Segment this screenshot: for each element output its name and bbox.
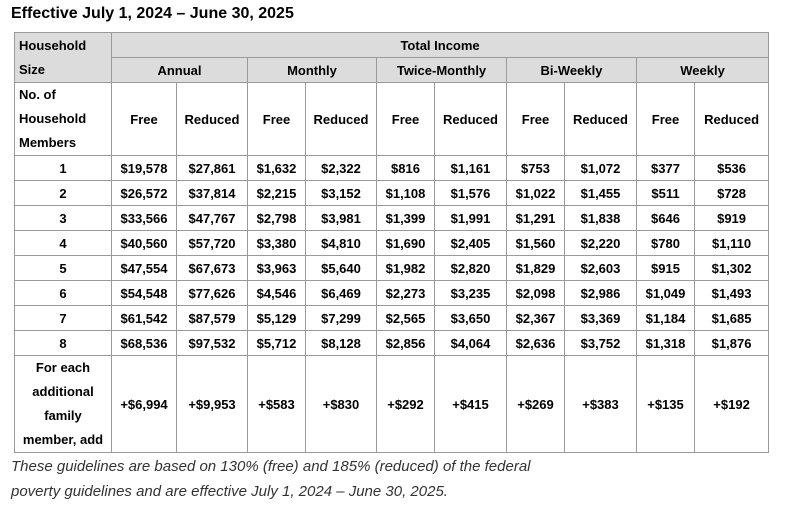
income-cell: $1,072 — [565, 156, 637, 181]
income-cell: $1,685 — [695, 306, 769, 331]
column-header-free: Free — [507, 83, 565, 156]
income-cell: $27,861 — [177, 156, 248, 181]
income-cell: $2,986 — [565, 281, 637, 306]
header-row-columns — [15, 83, 769, 156]
income-cell: $1,838 — [565, 206, 637, 231]
income-cell: $2,098 — [507, 281, 565, 306]
additional-member-row — [15, 356, 769, 453]
income-cell: $780 — [637, 231, 695, 256]
additional-value: +$192 — [695, 356, 769, 453]
income-cell: $5,712 — [248, 331, 306, 356]
period-header-twice-monthly: Twice-Monthly — [377, 58, 507, 83]
footnote-line: These guidelines are based on 130% (free) and 185% (reduced) of the federal — [11, 458, 531, 475]
members-header — [15, 83, 112, 156]
income-cell: $3,369 — [565, 306, 637, 331]
income-cell: $1,108 — [377, 181, 435, 206]
income-cell: $37,814 — [177, 181, 248, 206]
income-cell: $2,636 — [507, 331, 565, 356]
income-cell: $1,302 — [695, 256, 769, 281]
income-cell: $753 — [507, 156, 565, 181]
column-header-free: Free — [112, 83, 177, 156]
income-cell: $1,184 — [637, 306, 695, 331]
column-header-reduced: Reduced — [435, 83, 507, 156]
members-label-line: Household — [19, 111, 87, 126]
income-cell: $68,536 — [112, 331, 177, 356]
income-cell: $1,110 — [695, 231, 769, 256]
column-header-reduced: Reduced — [695, 83, 769, 156]
income-cell: $1,576 — [435, 181, 507, 206]
income-cell: $54,548 — [112, 281, 177, 306]
income-cell: $511 — [637, 181, 695, 206]
table-row — [15, 156, 769, 181]
column-header-free: Free — [377, 83, 435, 156]
column-header-reduced: Reduced — [177, 83, 248, 156]
household-size-cell: 2 — [15, 181, 112, 206]
additional-value: +$269 — [507, 356, 565, 453]
household-size-cell: 7 — [15, 306, 112, 331]
additional-label-line: additional — [32, 384, 94, 399]
income-cell: $536 — [695, 156, 769, 181]
income-cell: $646 — [637, 206, 695, 231]
income-cell: $919 — [695, 206, 769, 231]
additional-label-line: family — [44, 408, 82, 423]
income-cell: $2,322 — [306, 156, 377, 181]
income-cell: $3,235 — [435, 281, 507, 306]
income-cell: $8,128 — [306, 331, 377, 356]
table-row — [15, 281, 769, 306]
table-row — [15, 306, 769, 331]
income-cell: $816 — [377, 156, 435, 181]
additional-value: +$383 — [565, 356, 637, 453]
period-header-monthly: Monthly — [248, 58, 377, 83]
income-cell: $1,455 — [565, 181, 637, 206]
footnote-line: poverty guidelines and are effective July 1, 2024 – June 30, 2025. — [11, 483, 448, 500]
income-cell: $47,554 — [112, 256, 177, 281]
column-header-free: Free — [637, 83, 695, 156]
income-cell: $1,982 — [377, 256, 435, 281]
footnote — [11, 454, 611, 504]
additional-value: +$292 — [377, 356, 435, 453]
header-row-top — [15, 33, 769, 58]
income-cell: $4,810 — [306, 231, 377, 256]
household-size-cell: 3 — [15, 206, 112, 231]
period-header-annual: Annual — [112, 58, 248, 83]
income-cell: $1,829 — [507, 256, 565, 281]
income-cell: $377 — [637, 156, 695, 181]
income-cell: $40,560 — [112, 231, 177, 256]
income-cell: $1,022 — [507, 181, 565, 206]
header-row-periods — [15, 58, 769, 83]
income-cell: $1,049 — [637, 281, 695, 306]
column-header-free: Free — [248, 83, 306, 156]
income-cell: $26,572 — [112, 181, 177, 206]
income-cell: $5,640 — [306, 256, 377, 281]
income-cell: $2,565 — [377, 306, 435, 331]
period-header-weekly: Weekly — [637, 58, 769, 83]
period-header-bi-weekly: Bi-Weekly — [507, 58, 637, 83]
income-cell: $1,161 — [435, 156, 507, 181]
income-cell: $1,560 — [507, 231, 565, 256]
income-cell: $2,820 — [435, 256, 507, 281]
income-cell: $1,399 — [377, 206, 435, 231]
income-cell: $3,981 — [306, 206, 377, 231]
income-cell: $2,798 — [248, 206, 306, 231]
income-eligibility-table — [14, 32, 769, 453]
column-header-reduced: Reduced — [306, 83, 377, 156]
income-cell: $915 — [637, 256, 695, 281]
income-cell: $19,578 — [112, 156, 177, 181]
income-cell: $87,579 — [177, 306, 248, 331]
income-cell: $2,405 — [435, 231, 507, 256]
income-cell: $3,963 — [248, 256, 306, 281]
income-cell: $6,469 — [306, 281, 377, 306]
members-label-line: No. of — [19, 87, 56, 102]
income-cell: $3,380 — [248, 231, 306, 256]
income-cell: $67,673 — [177, 256, 248, 281]
household-size-cell: 8 — [15, 331, 112, 356]
table-row — [15, 331, 769, 356]
income-cell: $97,532 — [177, 331, 248, 356]
income-cell: $1,493 — [695, 281, 769, 306]
income-cell: $1,876 — [695, 331, 769, 356]
members-label-line: Members — [19, 135, 77, 150]
table-row — [15, 231, 769, 256]
income-cell: $7,299 — [306, 306, 377, 331]
table-row — [15, 256, 769, 281]
income-cell: $1,690 — [377, 231, 435, 256]
additional-value: +$135 — [637, 356, 695, 453]
household-size-cell: 5 — [15, 256, 112, 281]
income-cell: $1,291 — [507, 206, 565, 231]
household-size-cell: 6 — [15, 281, 112, 306]
income-cell: $4,064 — [435, 331, 507, 356]
page-title: Effective July 1, 2024 – June 30, 2025 — [11, 5, 294, 22]
total-income-header: Total Income — [112, 33, 769, 58]
income-cell: $77,626 — [177, 281, 248, 306]
household-size-header — [15, 33, 112, 83]
additional-value: +$6,994 — [112, 356, 177, 453]
income-cell: $2,273 — [377, 281, 435, 306]
income-cell: $3,650 — [435, 306, 507, 331]
additional-member-label — [15, 356, 112, 453]
income-cell: $3,752 — [565, 331, 637, 356]
household-size-cell: 1 — [15, 156, 112, 181]
household-size-cell: 4 — [15, 231, 112, 256]
income-cell: $4,546 — [248, 281, 306, 306]
income-cell: $2,220 — [565, 231, 637, 256]
additional-value: +$830 — [306, 356, 377, 453]
additional-label-line: For each — [35, 360, 91, 375]
income-cell: $3,152 — [306, 181, 377, 206]
income-cell: $728 — [695, 181, 769, 206]
income-cell: $2,367 — [507, 306, 565, 331]
additional-value: +$583 — [248, 356, 306, 453]
income-cell: $61,542 — [112, 306, 177, 331]
additional-value: +$415 — [435, 356, 507, 453]
income-cell: $33,566 — [112, 206, 177, 231]
income-cell: $1,318 — [637, 331, 695, 356]
column-header-reduced: Reduced — [565, 83, 637, 156]
income-cell: $5,129 — [248, 306, 306, 331]
income-cell: $2,856 — [377, 331, 435, 356]
income-cell: $1,991 — [435, 206, 507, 231]
income-cell: $2,215 — [248, 181, 306, 206]
data-rows — [15, 156, 769, 356]
income-cell: $57,720 — [177, 231, 248, 256]
household-size-label-line1: Household — [19, 38, 87, 53]
additional-label-line: member, add — [22, 432, 104, 447]
income-cell: $47,767 — [177, 206, 248, 231]
income-cell: $1,632 — [248, 156, 306, 181]
additional-value: +$9,953 — [177, 356, 248, 453]
household-size-label-line2: Size — [19, 62, 46, 77]
table-row — [15, 206, 769, 231]
income-cell: $2,603 — [565, 256, 637, 281]
table-row — [15, 181, 769, 206]
